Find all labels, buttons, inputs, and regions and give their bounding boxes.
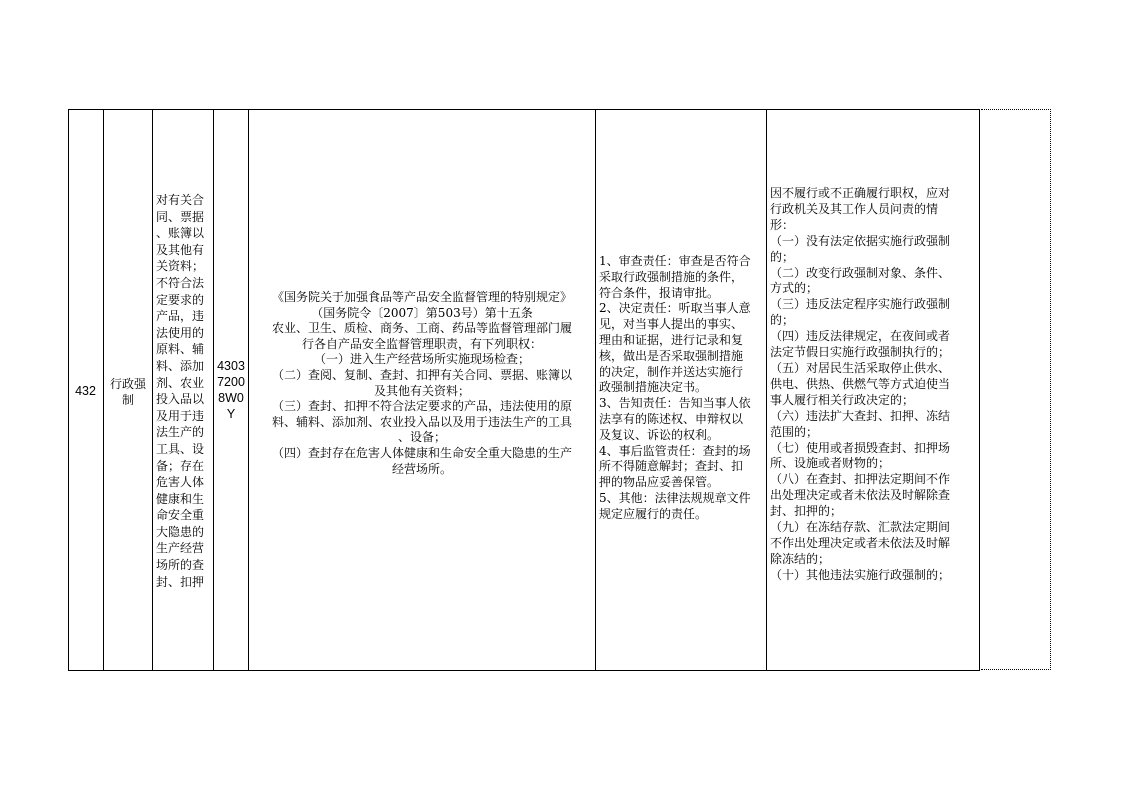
responsibilities-cell: 1、审查责任：审查是否符合 采取行政强制措施的条件， 符合条件，报请审批。 2、决定责任：听取当事人意 见，对当事人提出的事实、 理由和证据，进行记录和复 核，做出是否采取强制措施 的决定，制作并送达实施行 政强制措施决定书。 3、告知责任：告知当事人依 法享有的陈述权、申辩权以 及复议、诉讼的权利。 4、事后监管责任：查封的场 所不得随意解封；查封、扣 押的物品应妥善保管。 5、其他：法律法规规章文件 规定应履行的责任。 <box>599 254 751 521</box>
row-number-cell: 432 <box>75 384 96 398</box>
accountability-cell: 因不履行或不正确履行职权，应对 行政机关及其工作人员问责的情 形： （一）没有法定依据实施行政强制 的； （二）改变行政强制对象、条件、 方式的； （三）违反法定程序实施行政强制 的； （四）违反法律规定，在夜间或者 法定节假日实施行政强制执行的； （五）对居民生活采取停止供水、 供电、供热、供燃气等方式迫使当 事人履行相关行政决定的； （六）违法扩大查封、扣押、冻结 范围的； （七）使用或者损毁查封、扣押场 所、设施或者财物的； （八）在查封、扣押法定期间不作 出处理决定或者未依法及时解除查 封、扣押的； （九）在冻结存款、汇款法定期间 不作出处理决定或者未依法及时解 除冻结的； （十）其他违法实施行政强制的； <box>770 186 951 582</box>
column-divider <box>766 109 767 671</box>
column-divider <box>248 109 249 671</box>
table-bottom-border <box>68 670 980 671</box>
basis-cell: 《国务院关于加强食品等产品安全监督管理的特别规定》 （国务院令〔2007〕第503号）第十五条 农业、卫生、质检、商务、工商、药品等监督管理部门履 行各自产品安全监督管理职责，有下列职权： （一）进入生产经营场所实施现场检查； （二）查阅、复制、查封、扣押有关合同、票据、账簿以 及其他有关资料； （三）查封、扣押不符合法定要求的产品，违法使用的原 料、辅料、添加剂、农业投入品以及用于违法生产的工具 、设备； （四）查封存在危害人体健康和生命安全重大隐患的生产 经营场所。 <box>271 290 572 476</box>
category-cell: 行政强 制 <box>109 377 146 407</box>
column-divider <box>979 109 980 671</box>
column-divider <box>595 109 596 671</box>
code-cell: 4303 7200 8W0 Y <box>217 359 245 421</box>
column-divider <box>152 109 153 671</box>
object-cell: 对有关合 同、票据 、账簿以 及其他有 关资料； 不符合法 定要求的 产品，违 法使用的 原料、辅 料、添加 剂、农业 投入品以 及用于违 法生产的 工具、设 备；存在 危害人体 健康和生 命安全重 大隐患的 生产经营 场所的查 封、扣押 <box>156 193 205 589</box>
table-top-border <box>68 109 980 110</box>
remarks-column-border <box>981 109 1051 670</box>
